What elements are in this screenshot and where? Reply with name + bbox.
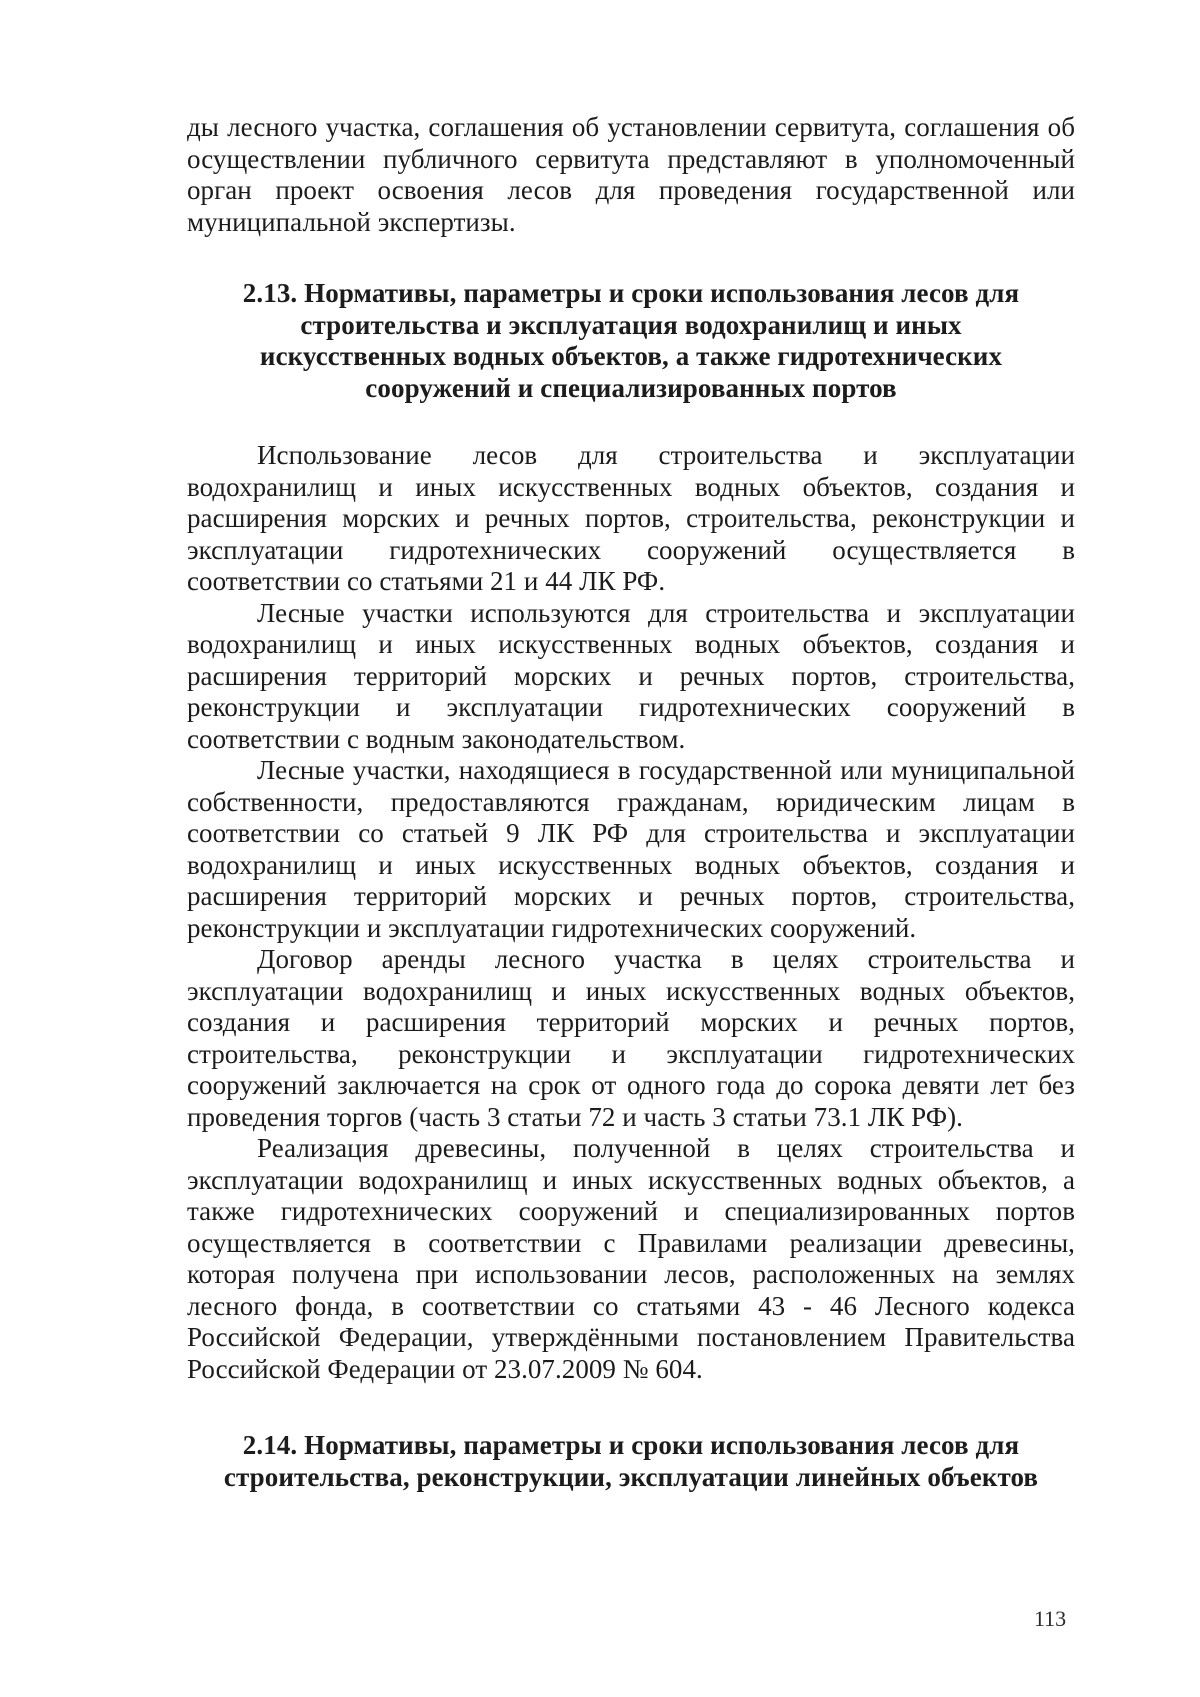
spacer xyxy=(187,404,1075,440)
heading-line: сооружений и специализированных портов xyxy=(365,372,897,403)
section-2-14-heading xyxy=(187,1430,1075,1493)
heading-line: 2.14. Нормативы, параметры и сроки использования лесов для xyxy=(242,1430,1020,1460)
body-paragraph: Лесные участки, находящиеся в государственной или муниципальной собственности, предоставляются гражданам, юридическим лицам в соответствии со статьей 9 ЛК РФ для строительства и эксплуатации водохранилищ и иных искусственных водных объектов, создания и расширения территорий морских и речных портов, строительства, реконструкции и эксплуатации гидротехнических сооружений. xyxy=(187,755,1075,943)
heading-line: 2.13. Нормативы, параметры и сроки использования лесов для xyxy=(242,278,1020,308)
heading-line: строительства и эксплуатация водохранилищ и иных xyxy=(300,309,962,340)
spacer xyxy=(187,1385,1075,1430)
heading-line: искусственных водных объектов, а также гидротехнических xyxy=(259,341,1003,371)
spacer xyxy=(187,238,1075,278)
body-paragraph: Договор аренды лесного участка в целях строительства и эксплуатации водохранилищ и иных искусственных водных объектов, создания и расширения территорий морских и речных портов, строительства, реконструкции и эксплуатации гидротехнических сооружений заключается на срок от одного года до сорока девяти лет без проведения торгов (часть 3 статьи 72 и часть 3 статьи 73.1 ЛК РФ). xyxy=(187,944,1075,1132)
text-column xyxy=(187,112,1075,1493)
opening-paragraph: ды лесного участка, соглашения об установлении сервитута, соглашения об осуществлении публичного сервитута представляют в уполномоченный орган проект освоения лесов для проведения государственной или муниципальной экспертизы. xyxy=(187,112,1075,237)
section-2-13-heading xyxy=(187,278,1075,404)
heading-line: строительства, реконструкции, эксплуатации линейных объектов xyxy=(223,1461,1039,1492)
body-paragraph: Использование лесов для строительства и эксплуатации водохранилищ и иных искусственных водных объектов, создания и расширения морских и речных портов, строительства, реконструкции и эксплуатации гидротехнических сооружений осуществляется в соответствии со статьями 21 и 44 ЛК РФ. xyxy=(187,440,1075,596)
page-number: 113 xyxy=(1034,1606,1067,1631)
body-paragraph: Лесные участки используются для строительства и эксплуатации водохранилищ и иных искусственных водных объектов, создания и расширения территорий морских и речных портов, строительства, реконструкции и эксплуатации гидротехнических сооружений в соответствии с водным законодательством. xyxy=(187,597,1075,754)
body-paragraph: Реализация древесины, полученной в целях строительства и эксплуатации водохранилищ и иных искусственных водных объектов, а также гидротехнических сооружений и специализированных портов осуществляется в соответствии с Правилами реализации древесины, которая получена при использовании лесов, расположенных на землях лесного фонда, в соответствии со статьями 43 - 46 Лесного кодекса Российской Федерации, утверждёнными постановлением Правительства Российской Федерации от 23.07.2009 № 604. xyxy=(187,1133,1075,1384)
